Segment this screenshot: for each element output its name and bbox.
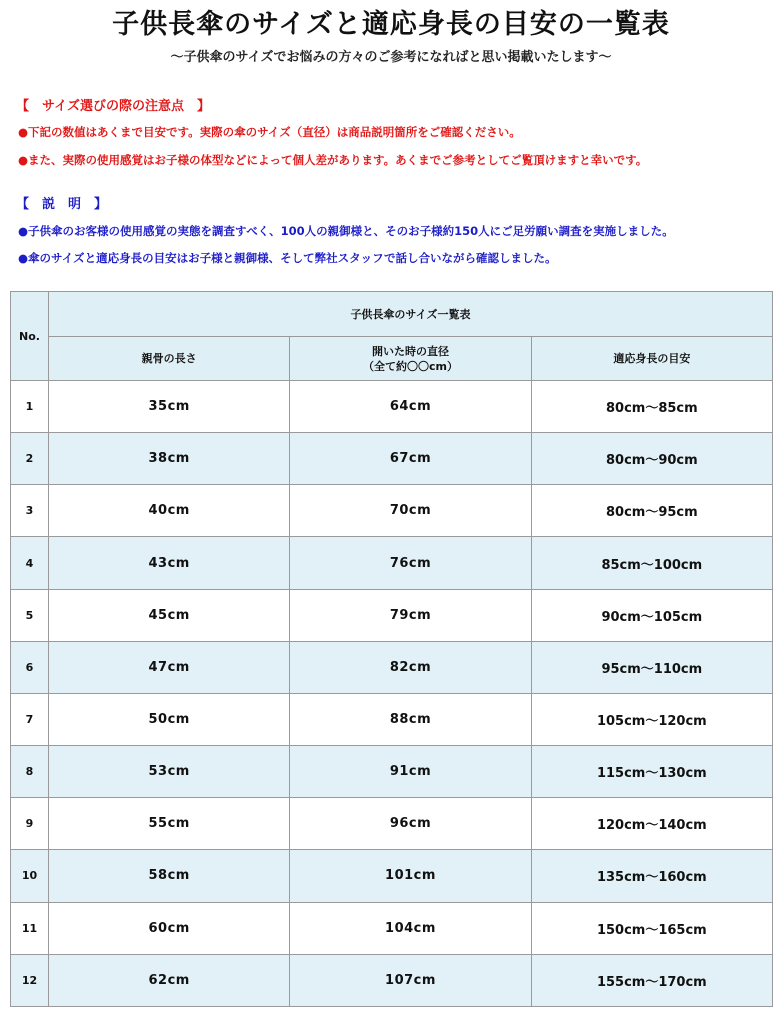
explanation-line-2: ●傘のサイズと適応身長の目安はお子様と親御様、そして弊社スタッフで話し合いながら確認しました。 — [18, 251, 557, 265]
no-column-header: No. — [11, 292, 49, 381]
row-number: 2 — [11, 433, 49, 485]
diameter-header-line-2: （全て約〇〇cm） — [363, 359, 458, 373]
table-row — [11, 433, 773, 485]
diameter-cell: 82cm — [290, 641, 531, 693]
height-guide-cell: 155cm～170cm — [531, 954, 772, 1006]
diameter-cell: 88cm — [290, 693, 531, 745]
row-number: 10 — [11, 850, 49, 902]
caution-heading: 【 サイズ選びの際の注意点 】 — [16, 99, 210, 114]
diameter-cell: 91cm — [290, 746, 531, 798]
height-guide-cell: 95cm～110cm — [531, 641, 772, 693]
row-number: 4 — [11, 537, 49, 589]
explanation-line-1: ●子供傘のお客様の使用感覚の実態を調査すべく、100人の親御様と、そのお子様約150人にご足労願い調査を実施しました。 — [18, 224, 674, 238]
rib-length-cell: 43cm — [49, 537, 290, 589]
row-number: 11 — [11, 902, 49, 954]
row-number: 3 — [11, 485, 49, 537]
rib-length-cell: 38cm — [49, 433, 290, 485]
rib-length-cell: 47cm — [49, 641, 290, 693]
table-row — [11, 746, 773, 798]
row-number: 8 — [11, 746, 49, 798]
caution-line-1: ●下記の数値はあくまで目安です。実際の傘のサイズ（直径）は商品説明箇所をご確認ください。 — [18, 125, 521, 139]
height-guide-cell: 115cm～130cm — [531, 746, 772, 798]
height-guide-cell: 80cm～90cm — [531, 433, 772, 485]
table-group-header: 子供長傘のサイズ一覧表 — [49, 292, 773, 337]
height-guide-cell: 85cm～100cm — [531, 537, 772, 589]
table-row — [11, 641, 773, 693]
rib-length-cell: 50cm — [49, 693, 290, 745]
height-guide-cell: 80cm～95cm — [531, 485, 772, 537]
height-guide-cell: 105cm～120cm — [531, 693, 772, 745]
height-guide-cell: 135cm～160cm — [531, 850, 772, 902]
diameter-cell: 96cm — [290, 798, 531, 850]
table-row — [11, 381, 773, 433]
table-row — [11, 954, 773, 1006]
size-table — [10, 291, 773, 1007]
table-row — [11, 693, 773, 745]
rib-length-cell: 53cm — [49, 746, 290, 798]
diameter-header-line-1: 開いた時の直径 — [371, 344, 449, 358]
rib-length-cell: 45cm — [49, 589, 290, 641]
rib-length-cell: 55cm — [49, 798, 290, 850]
table-row — [11, 485, 773, 537]
rib-length-cell: 58cm — [49, 850, 290, 902]
page-title: 子供長傘のサイズと適応身長の目安の一覧表 — [112, 9, 670, 40]
diameter-cell: 104cm — [290, 902, 531, 954]
height-guide-header: 適応身長の目安 — [531, 337, 772, 381]
table-row — [11, 850, 773, 902]
diameter-cell: 101cm — [290, 850, 531, 902]
row-number: 12 — [11, 954, 49, 1006]
table-row — [11, 589, 773, 641]
height-guide-cell: 80cm～85cm — [531, 381, 772, 433]
row-number: 6 — [11, 641, 49, 693]
rib-length-header: 親骨の長さ — [49, 337, 290, 381]
page-subtitle: ～子供傘のサイズでお悩みの方々のご参考になればと思い掲載いたします～ — [170, 50, 612, 65]
caution-line-2: ●また、実際の使用感覚はお子様の体型などによって個人差があります。あくまでご参考としてご覧頂けますと幸いです。 — [18, 153, 648, 167]
diameter-cell: 64cm — [290, 381, 531, 433]
diameter-cell: 76cm — [290, 537, 531, 589]
row-number: 1 — [11, 381, 49, 433]
diameter-cell: 79cm — [290, 589, 531, 641]
row-number: 5 — [11, 589, 49, 641]
rib-length-cell: 62cm — [49, 954, 290, 1006]
diameter-cell: 67cm — [290, 433, 531, 485]
diameter-header — [290, 337, 531, 381]
table-row — [11, 537, 773, 589]
rib-length-cell: 35cm — [49, 381, 290, 433]
table-row — [11, 902, 773, 954]
height-guide-cell: 150cm～165cm — [531, 902, 772, 954]
height-guide-cell: 120cm～140cm — [531, 798, 772, 850]
diameter-cell: 70cm — [290, 485, 531, 537]
row-number: 7 — [11, 693, 49, 745]
explanation-heading: 【 説 明 】 — [16, 197, 108, 212]
table-row — [11, 798, 773, 850]
row-number: 9 — [11, 798, 49, 850]
diameter-cell: 107cm — [290, 954, 531, 1006]
rib-length-cell: 60cm — [49, 902, 290, 954]
height-guide-cell: 90cm～105cm — [531, 589, 772, 641]
rib-length-cell: 40cm — [49, 485, 290, 537]
